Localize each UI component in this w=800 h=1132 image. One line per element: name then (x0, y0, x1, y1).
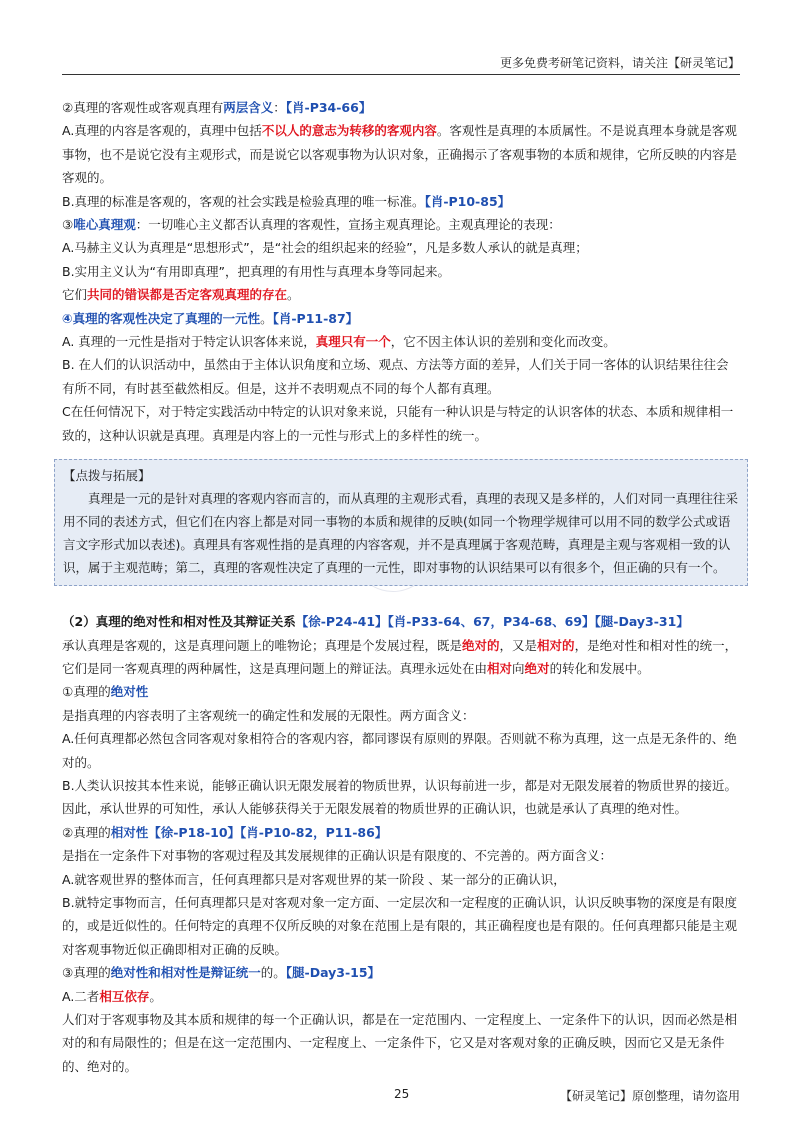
s7-heading-highlight: 绝对性和相对性是辩证统一 (110, 965, 261, 981)
s6-definition: 是指在一定条件下对事物的客观过程及其发展规律的正确认识是有限度的、不完善的。两方面含义： (62, 848, 613, 864)
s6-item-a: A.就客观世界的整体而言，任何真理都只是对客观世界的某一阶段 、某一部分的正确认识， (62, 871, 566, 887)
s2-c-post: 。 (287, 287, 300, 303)
s4-p4: 向 (512, 660, 525, 676)
s4-relative-2: 相对 (487, 660, 513, 676)
s3-item-b: B. 在人们的认识活动中，虽然由于主体认识角度和立场、观点、方法等方面的差异，人们关于同一客体的认识结果往往会有所不同，有时甚至截然相反。但是，这并不表明观点不同的每个人都有真理。 (62, 357, 729, 396)
s2-heading-pre: ③ (62, 217, 74, 233)
s7-a-post: 。 (149, 988, 162, 1004)
page-number: 25 (394, 1087, 410, 1101)
s4-absolute-2: 绝对 (524, 660, 550, 676)
s1-heading-pre: ②真理的客观性或客观真理有 (62, 100, 224, 115)
s7-heading-post: 的。 (260, 965, 286, 981)
s3-heading (62, 307, 740, 330)
s3-heading-period: 。 (260, 310, 273, 326)
s4-p1: 承认真理是客观的，这是真理问题上的唯物论；真理是个发展过程，既是 (62, 637, 463, 653)
page-header (62, 50, 740, 75)
s3-item-a (62, 330, 740, 353)
s6-item-b: B.就特定事物而言，任何真理都只是对客观对象一定方面、一定层次和一定程度的正确认识，认识反映事物的深度是有限度的，或是近似性的。任何特定的真理不仅所反映的对象在范围上是有限的，其正确程度也是有限的。任何真理都只能是主观对客观事物近似正确即相对正确的反映。 (62, 894, 738, 957)
s1-heading (62, 96, 740, 119)
s7-heading-pre: ③真理的 (62, 965, 111, 981)
s2-item-a: A.马赫主义认为真理是“思想形式”，是“社会的组织起来的经验”，凡是多数人承认的就是真理； (62, 240, 588, 256)
s7-paragraph: 人们对于客观事物及其本质和规律的每一个正确认识，都是在一定范围内、一定程度上、一定条件下的认识，因而必然是相对的和有局限性的；但是在这一定范围内、一定程度上、一定条件下，它又是对客观对象的正确反映，因而它又是无条件的、绝对的。 (62, 1012, 738, 1074)
s4-heading (62, 610, 740, 633)
s2-item-b: B.实用主义认为“有用即真理”，把真理的有用性与真理本身等同起来。 (62, 263, 451, 279)
s1-a-post: 。客观性是真理的本质属性。不是说真理本身就是客观事物，也不是说它没有主观形式，而是说它以客观事物为认识对象，正确揭示了客观事物的本质和规律，它所反映的内容是客观的。 (62, 123, 738, 186)
s7-item-a (62, 985, 740, 1008)
s2-c-pre: 它们 (62, 287, 88, 303)
s6-heading-ref: 【徐-P18-10】【肖-P10-82，P11-86】 (148, 824, 388, 840)
tip-box-title: 【点拨与拓展】 (63, 468, 151, 484)
s1-heading-colon: ： (273, 100, 286, 115)
s1-item-b (62, 190, 740, 213)
s2-c-emphasis: 共同的错误都是否定客观真理的存在 (87, 287, 288, 303)
s4-heading-title: （2）真理的绝对性和相对性及其辩证关系 (62, 614, 296, 630)
s5-item-a: A.任何真理都必然包含同客观对象相符合的客观内容，都同谬误有原则的界限。否则就不称为真理，这一点是无条件的、绝对的。 (62, 731, 737, 770)
s5-heading-pre: ①真理的 (62, 684, 111, 700)
s6-heading (62, 821, 740, 844)
s1-a-pre: A.真理的内容是客观的，真理中包括 (62, 123, 262, 139)
s5-heading (62, 680, 740, 703)
s5-heading-highlight: 绝对性 (110, 684, 149, 700)
s7-heading (62, 961, 740, 984)
s1-b-ref: 【肖-P10-85】 (424, 193, 511, 209)
tip-box-body: 真理是一元的是针对真理的客观内容而言的，而从真理的主观形式看，真理的表现又是多样的，人们对同一真理往往采用不同的表述方式，但它们在内容上都是对同一事物的本质和规律的反映(如同一个物理学规律可以用不同的数学公式或语言文字形式加以表述)。真理具有客观性指的是真理的内容客观，并不是真理属于客观范畴，真理是主观与客观相一致的认识，属于主观范畴；第二，真理的客观性决定了真理的一元性，即对事物的认识结果可以有很多个，但正确的只有一个。 (63, 491, 739, 576)
s7-a-pre: A.二者 (62, 988, 100, 1004)
s4-p2: ，又是 (499, 637, 538, 653)
footer-note: 【研灵笔记】原创整理，请勿盗用 (559, 1089, 740, 1103)
s3-a-pre: A. 真理的一元性是指对于特定认识客体来说， (62, 334, 316, 350)
s4-p5: 的转化和发展中。 (549, 660, 650, 676)
s2-conclusion (62, 283, 740, 306)
s1-b-text: B.真理的标准是客观的，客观的社会实践是检验真理的唯一标准。 (62, 193, 425, 209)
s3-heading-title: ④真理的客观性决定了真理的一元性 (62, 310, 261, 326)
s1-a-emphasis: 不以人的意志为转移的客观内容 (261, 123, 437, 139)
header-promo-text: 更多免费考研笔记资料，请关注【研灵笔记】 (499, 56, 740, 70)
s4-paragraph (62, 634, 740, 681)
s2-heading-post: ：一切唯心主义都否认真理的客观性，宣扬主观真理论。主观真理论的表现： (135, 217, 561, 233)
s5-item-b: B.人类认识按其本性来说，能够正确认识无限发展着的物质世界，认识每前进一步，都是对无限发展着的物质世界的接近。因此，承认世界的可知性，承认人能够获得关于无限发展着的物质世界的正确认识，也就是承认了真理的绝对性。 (62, 777, 738, 817)
s2-heading (62, 213, 740, 236)
s5-definition: 是指真理的内容表明了主客观统一的确定性和发展的无限性。两方面含义： (62, 707, 475, 723)
s7-heading-ref: 【腿-Day3-15】 (285, 965, 381, 981)
s4-p3: ，是绝对性和相对性的统一，它们是同一客观真理的两种属性，这是真理问题上的辩证法。真理永远处在由 (62, 637, 738, 676)
s3-heading-ref: 【肖-P11-87】 (272, 310, 359, 326)
s1-heading-highlight: 两层含义 (223, 100, 274, 115)
s1-heading-ref: 【肖-P34-66】 (285, 100, 372, 115)
spacer (62, 596, 740, 610)
s2-heading-highlight: 唯心真理观 (73, 217, 136, 233)
document-body (62, 96, 740, 1078)
s4-absolute: 绝对的 (462, 637, 500, 653)
s6-heading-pre: ②真理的 (62, 824, 111, 840)
s1-item-a (62, 119, 740, 189)
s7-a-emphasis: 相互依存 (99, 988, 150, 1004)
tip-box (54, 459, 748, 586)
s4-relative: 相对的 (537, 637, 575, 653)
s3-a-post: ，它不因主体认识的差别和变化而改变。 (390, 334, 616, 350)
s3-a-emphasis: 真理只有一个 (315, 334, 391, 350)
s4-heading-ref: 【徐-P24-41】【肖-P33-64、67，P34-68、69】【腿-Day3-31】 (295, 614, 689, 630)
s3-item-c: C在任何情况下，对于特定实践活动中特定的认识对象来说，只能有一种认识是与特定的认识客体的状态、本质和规律相一致的，这种认识就是真理。真理是内容上的一元性与形式上的多样性的统一。 (62, 404, 734, 443)
s6-heading-highlight: 相对性 (110, 824, 149, 840)
